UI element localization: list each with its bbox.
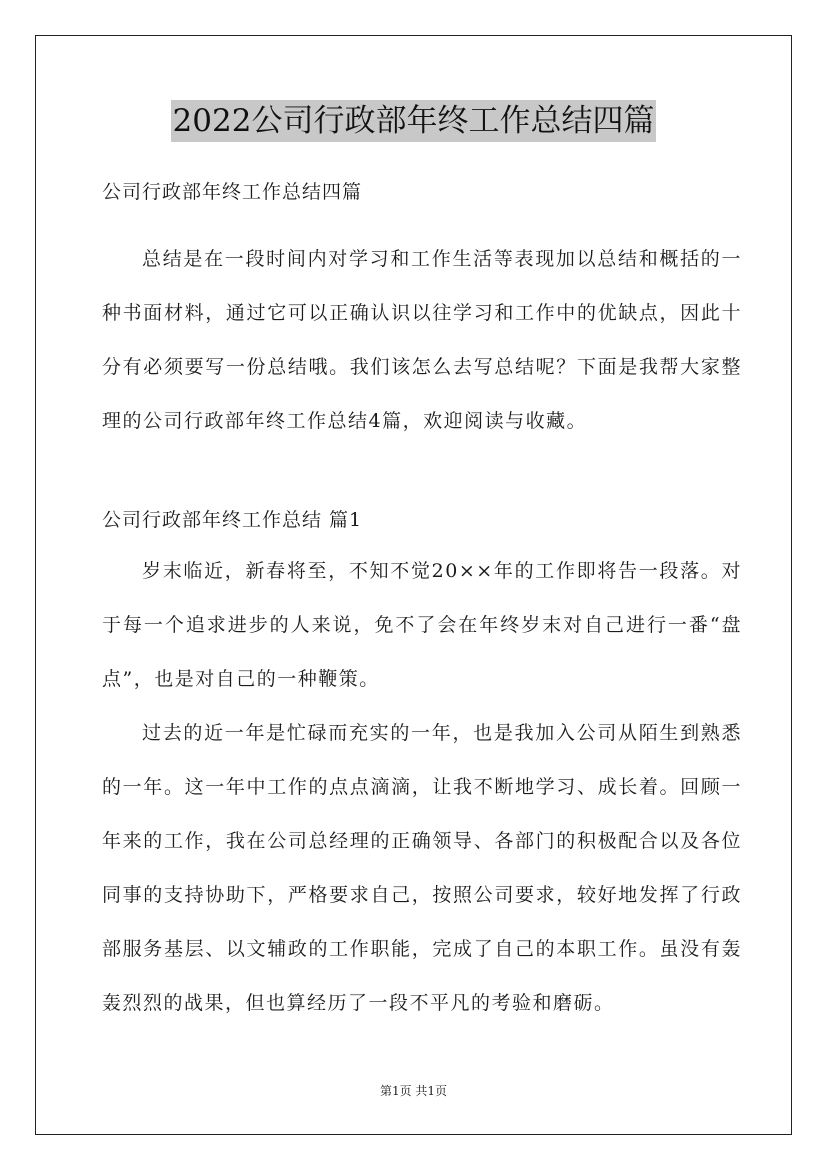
document-subtitle: 公司行政部年终工作总结四篇 xyxy=(102,181,363,203)
intro-paragraph: 总结是在一段时间内对学习和工作生活等表现加以总结和概括的一种书面材料，通过它可以正确认识以往学习和工作中的优缺点，因此十分有必须要写一份总结哦。我们该怎么去写总结呢？下面是我帮大家整理的公司行政部年终工作总结4篇，欢迎阅读与收藏。 xyxy=(102,248,742,432)
section-1-heading: 公司行政部年终工作总结 篇1 xyxy=(102,509,363,531)
title-container xyxy=(0,100,827,142)
section-1-paragraph-1: 岁末临近，新春将至，不知不觉20××年的工作即将告一段落。对于每一个追求进步的人来说，免不了会在年终岁末对自己进行一番“盘点”，也是对自己的一种鞭策。 xyxy=(102,560,742,690)
page-footer: 第1页 共1页 xyxy=(379,1084,448,1098)
section-1-paragraph-2: 过去的近一年是忙碌而充实的一年，也是我加入公司从陌生到熟悉的一年。这一年中工作的点点滴滴，让我不断地学习、成长着。回顾一年来的工作，我在公司总经理的正确领导、各部门的积极配合以及各位同事的支持协助下，严格要求自己，按照公司要求，较好地发挥了行政部服务基层、以文辅政的工作职能，完成了自己的本职工作。虽没有轰轰烈烈的战果，但也算经历了一段不平凡的考验和磨砺。 xyxy=(102,722,742,1014)
document-title: 2022公司行政部年终工作总结四篇 xyxy=(171,100,657,142)
